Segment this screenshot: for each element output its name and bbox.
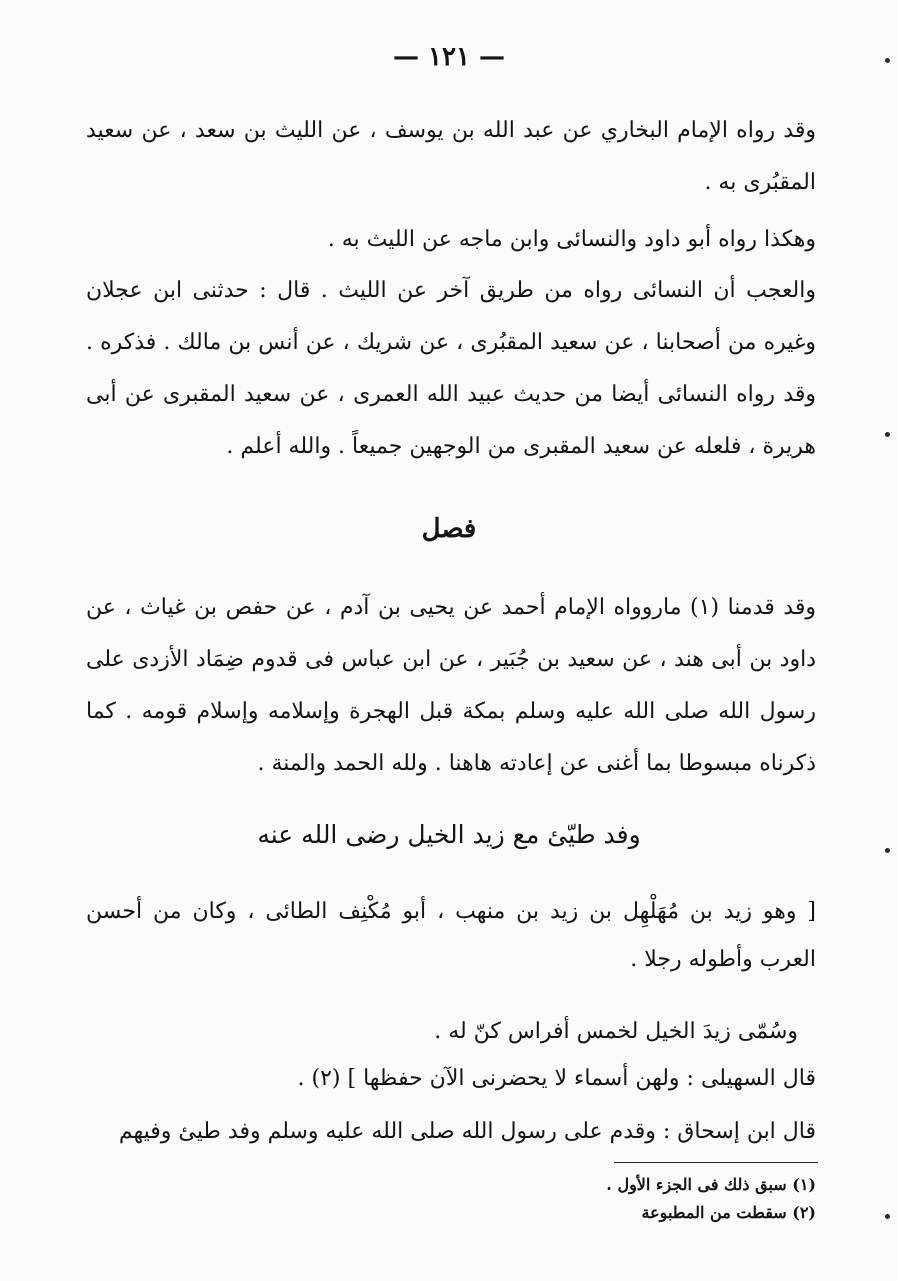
scan-margin-dot [885, 1214, 890, 1219]
line-suhayli: قال السهيلى : ولهن أسماء لا يحضرنى الآن حفظها ] (٢) . [297, 1066, 816, 1091]
paragraph-qaddamna: وقد قدمنا (١) ماروواه الإمام أحمد عن يحيى بن آدم ، عن حفص بن غياث ، عن داود بن أبى هند ، عن سعيد بن جُبَير ، عن ابن عباس فى قدوم ضِمَاد الأزدى على رسول الله صلى الله عليه وسلم بمكة قبل الهجرة وإسلامه وإسلام قومه . كما ذكرناه مبسوطا بما أغنى عن إعادته هاهنا . ولله الحمد والمنة . [86, 595, 816, 776]
footnote-divider [614, 1162, 818, 1163]
footnote-1: (١) سبق ذلك فى الجزء الأول . [606, 1175, 816, 1194]
paragraph-ajab: والعجب أن النسائى رواه من طريق آخر عن الليث . قال : حدثنى ابن عجلان وغيره من أصحابنا ، عن سعيد المقبُرى ، عن شريك ، عن أنس بن مالك . فذكره . وقد رواه النسائى أيضا من حديث عبيد الله العمرى ، عن سعيد المقبرى عن أبى هريرة ، فلعله عن سعيد المقبرى من الوجهين جميعاً . والله أعلم . [86, 278, 816, 459]
line-zayd-named: وسُمّى زيدَ الخيل لخمس أفراس كنّ له . [434, 1019, 798, 1044]
page-number: — ١٢١ — [392, 42, 506, 72]
section-heading-wafd-tayyi: وفد طيّئ مع زيد الخيل رضى الله عنه [257, 820, 641, 849]
paragraph-hakadha: وهكذا رواه أبو داود والنسائى وابن ماجه عن الليث به . [327, 227, 816, 252]
scan-margin-dot [885, 58, 890, 63]
paragraph-bukhari: وقد رواه الإمام البخاري عن عبد الله بن يوسف ، عن الليث بن سعد ، عن سعيد المقبُرى به . [86, 118, 816, 195]
line-ibn-ishaq: قال ابن إسحاق : وقدم على رسول الله صلى الله عليه وسلم وفد طيئ وفيهم [118, 1119, 816, 1144]
scan-margin-dot [885, 848, 890, 853]
paragraph-zayd-bracket: [ وهو زيد بن مُهَلْهِل بن زيد بن منهب ، أبو مُكْنِف الطائى ، وكان من أحسن العرب وأطوله رجلا . [86, 899, 816, 972]
section-heading-fasl: فصل [421, 514, 477, 544]
scan-margin-dot [885, 432, 890, 437]
footnote-2: (٢) سقطت من المطبوعة [641, 1203, 816, 1222]
